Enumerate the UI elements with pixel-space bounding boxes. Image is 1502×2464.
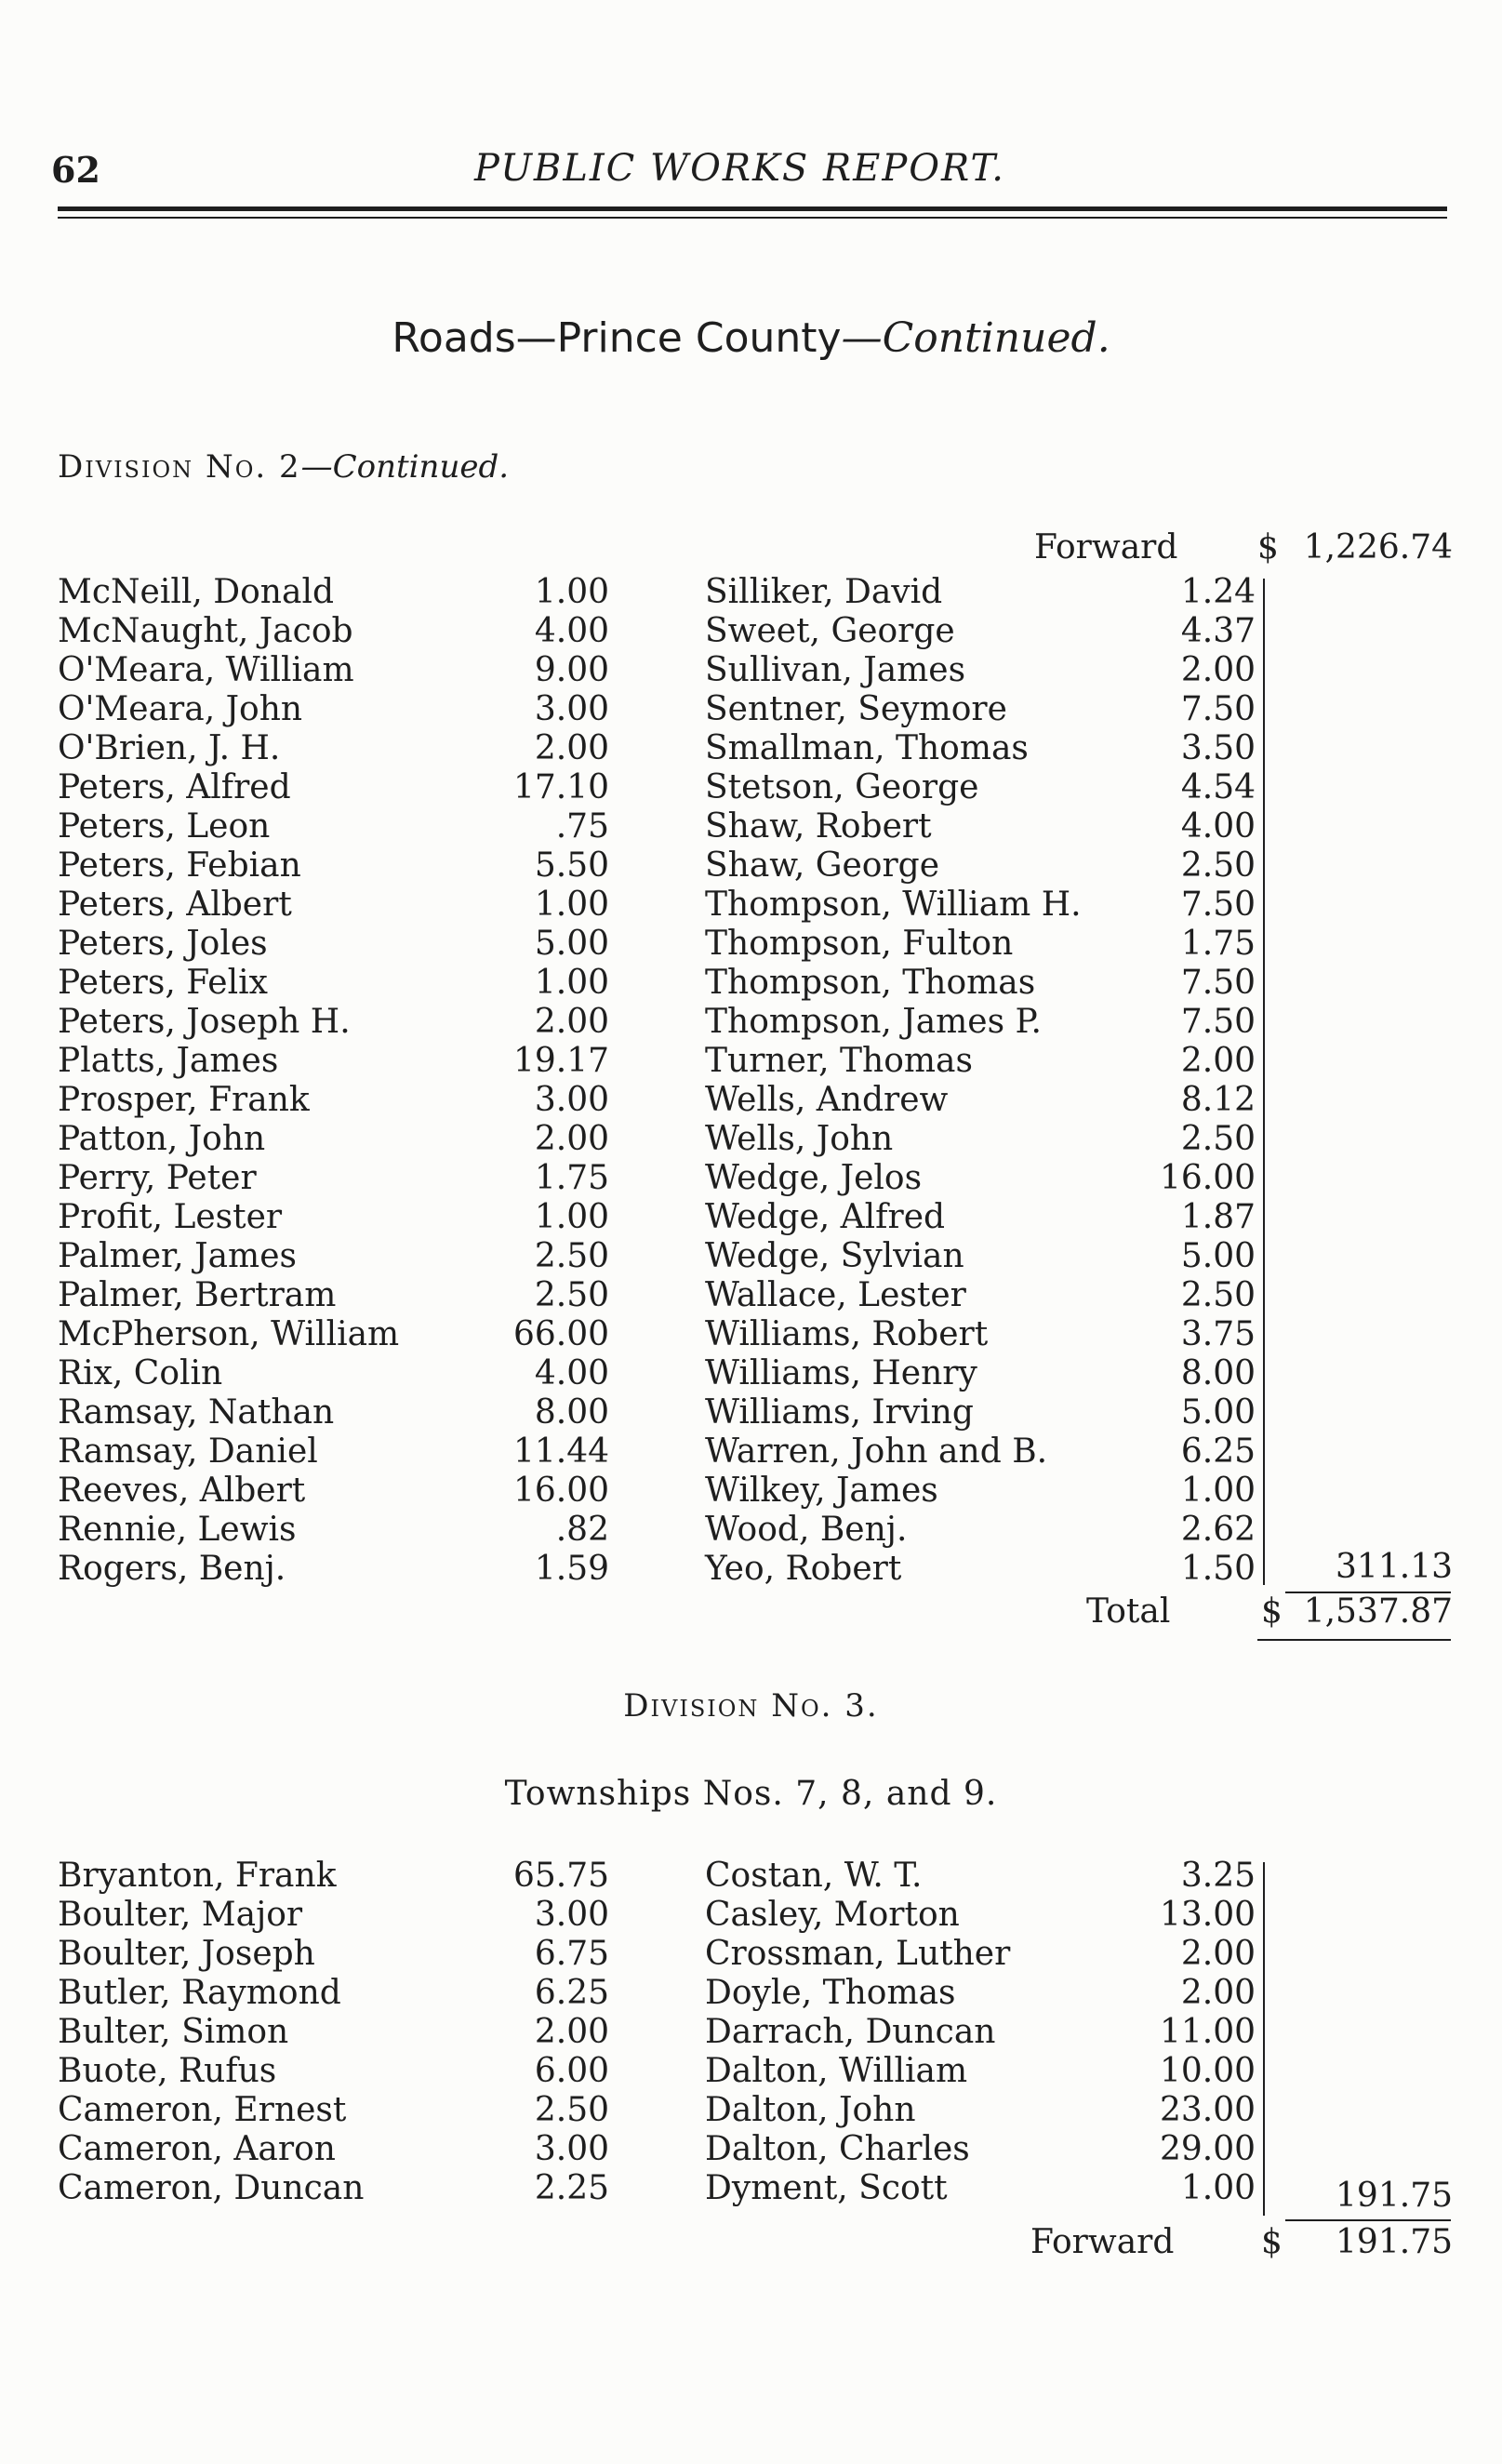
ledger-left-name: Peters, Leon xyxy=(58,807,271,846)
ledger-right-name: Costan, W. T. xyxy=(705,1857,923,1895)
ledger-left-name: McPherson, William xyxy=(58,1315,400,1353)
ledger-right-name: Thompson, James P. xyxy=(705,1003,1042,1041)
division-3-forward-amount: 191.75 xyxy=(1336,2223,1453,2261)
section-title xyxy=(0,314,1502,362)
ledger-right-name: Wilkey, James xyxy=(705,1472,938,1510)
division-2-forward-amount: 1,226.74 xyxy=(1303,528,1453,566)
ledger-right-name: Thompson, Fulton xyxy=(705,925,1014,963)
ledger-left-amount: 3.00 xyxy=(534,1081,609,1119)
page-number: 62 xyxy=(51,149,100,191)
division-3-column-rule xyxy=(1263,1862,1265,2216)
ledger-left-name: Bryanton, Frank xyxy=(58,1857,337,1895)
ledger-right-amount: 29.00 xyxy=(1159,2130,1256,2168)
ledger-right-amount: 2.00 xyxy=(1180,651,1256,689)
section-title-continued: —Continued. xyxy=(841,314,1110,362)
ledger-right-name: Shaw, Robert xyxy=(705,807,932,846)
ledger-left-name: Prosper, Frank xyxy=(58,1081,310,1119)
header-rule-thin xyxy=(58,217,1447,219)
ledger-left-amount: 3.00 xyxy=(534,690,609,728)
ledger-left-name: O'Meara, William xyxy=(58,651,354,689)
ledger-right-amount: 5.00 xyxy=(1180,1237,1256,1275)
division-2-heading xyxy=(58,448,509,486)
ledger-right-name: Wells, John xyxy=(705,1120,894,1158)
ledger-right-name: Williams, Irving xyxy=(705,1393,974,1432)
ledger-left-name: Cameron, Ernest xyxy=(58,2091,347,2129)
ledger-right-amount: 1.00 xyxy=(1180,1472,1256,1510)
ledger-left-name: Cameron, Duncan xyxy=(58,2169,365,2207)
ledger-right-amount: 11.00 xyxy=(1159,2013,1256,2051)
ledger-right-amount: 4.54 xyxy=(1180,768,1256,806)
ledger-right-amount: 3.25 xyxy=(1180,1857,1256,1895)
ledger-left-amount: 3.00 xyxy=(534,1896,609,1934)
division-3-forward-label: Forward xyxy=(1030,2223,1175,2261)
ledger-right-name: Silliker, David xyxy=(705,573,943,611)
ledger-right-amount: 2.62 xyxy=(1180,1511,1256,1549)
ledger-right-name: Sentner, Seymore xyxy=(705,690,1007,728)
ledger-right-name: Williams, Robert xyxy=(705,1315,989,1353)
ledger-right-name: Shaw, George xyxy=(705,846,940,885)
ledger-left-amount: 4.00 xyxy=(534,1354,609,1392)
ledger-right-name: Turner, Thomas xyxy=(705,1042,973,1080)
ledger-right-amount: 5.00 xyxy=(1180,1393,1256,1432)
header-rule-thick xyxy=(58,206,1447,211)
ledger-left-name: Profit, Lester xyxy=(58,1198,283,1236)
ledger-right-amount: 2.00 xyxy=(1180,1935,1256,1973)
ledger-right-name: Dyment, Scott xyxy=(705,2169,948,2207)
ledger-left-name: Buote, Rufus xyxy=(58,2052,277,2090)
division-2-heading-text: Division No. 2 xyxy=(58,448,301,486)
ledger-right-amount: 8.00 xyxy=(1180,1354,1256,1392)
ledger-left-amount: 16.00 xyxy=(512,1472,609,1510)
ledger-left-amount: 1.00 xyxy=(534,886,609,924)
ledger-right-name: Yeo, Robert xyxy=(705,1550,902,1588)
ledger-left-name: Platts, James xyxy=(58,1042,279,1080)
division-2-total-currency: $ xyxy=(1261,1592,1283,1631)
ledger-right-name: Thompson, Thomas xyxy=(705,964,1036,1002)
ledger-right-amount: 7.50 xyxy=(1180,886,1256,924)
ledger-right-name: Wedge, Alfred xyxy=(705,1198,946,1236)
ledger-left-amount: .75 xyxy=(555,807,609,846)
ledger-right-name: Sweet, George xyxy=(705,612,955,650)
division-3-heading: Division No. 3. xyxy=(623,1687,879,1725)
ledger-left-amount: 2.00 xyxy=(534,1003,609,1041)
ledger-right-name: Dalton, William xyxy=(705,2052,968,2090)
division-2-total-label: Total xyxy=(1086,1592,1171,1631)
division-2-heading-continued: —Continued. xyxy=(300,448,510,486)
ledger-right-name: Sullivan, James xyxy=(705,651,966,689)
ledger-right-amount: 1.00 xyxy=(1180,2169,1256,2207)
ledger-left-amount: 9.00 xyxy=(534,651,609,689)
division-2-forward-currency: $ xyxy=(1257,528,1279,566)
ledger-right-name: Wedge, Jelos xyxy=(705,1159,923,1197)
ledger-left-name: Boulter, Joseph xyxy=(58,1935,315,1973)
ledger-left-name: Peters, Joseph H. xyxy=(58,1003,351,1041)
ledger-right-name: Crossman, Luther xyxy=(705,1935,1011,1973)
ledger-left-amount: 2.50 xyxy=(534,1276,609,1314)
ledger-left-amount: 6.25 xyxy=(534,1974,609,2012)
ledger-left-name: Perry, Peter xyxy=(58,1159,257,1197)
ledger-left-amount: 2.25 xyxy=(534,2169,609,2207)
ledger-right-name: Dalton, John xyxy=(705,2091,916,2129)
ledger-right-name: Stetson, George xyxy=(705,768,979,806)
ledger-right-amount: 1.24 xyxy=(1180,573,1256,611)
ledger-right-amount: 1.50 xyxy=(1180,1550,1256,1588)
ledger-right-amount: 6.25 xyxy=(1180,1432,1256,1471)
ledger-right-amount: 4.00 xyxy=(1180,807,1256,846)
ledger-left-amount: 11.44 xyxy=(512,1432,609,1471)
ledger-left-name: Reeves, Albert xyxy=(58,1472,306,1510)
ledger-left-amount: 5.00 xyxy=(534,925,609,963)
ledger-left-amount: 6.00 xyxy=(534,2052,609,2090)
division-3-forward-currency: $ xyxy=(1261,2223,1283,2261)
division-3-subtotal-rule xyxy=(1285,2219,1451,2221)
ledger-right-amount: 1.87 xyxy=(1180,1198,1256,1236)
ledger-left-name: McNeill, Donald xyxy=(58,573,334,611)
division-2-forward-label: Forward xyxy=(1034,528,1178,566)
ledger-right-name: Smallman, Thomas xyxy=(705,729,1029,767)
ledger-left-amount: 65.75 xyxy=(512,1857,609,1895)
ledger-right-name: Wedge, Sylvian xyxy=(705,1237,964,1275)
ledger-left-amount: 66.00 xyxy=(512,1315,609,1353)
ledger-right-amount: 10.00 xyxy=(1159,2052,1256,2090)
ledger-left-amount: 3.00 xyxy=(534,2130,609,2168)
ledger-left-amount: 4.00 xyxy=(534,612,609,650)
ledger-left-amount: 1.00 xyxy=(534,573,609,611)
ledger-left-name: Butler, Raymond xyxy=(58,1974,341,2012)
ledger-left-amount: 5.50 xyxy=(534,846,609,885)
ledger-left-name: Peters, Joles xyxy=(58,925,268,963)
ledger-right-amount: 7.50 xyxy=(1180,964,1256,1002)
ledger-left-amount: 8.00 xyxy=(534,1393,609,1432)
ledger-right-amount: 16.00 xyxy=(1159,1159,1256,1197)
ledger-right-amount: 7.50 xyxy=(1180,690,1256,728)
ledger-left-amount: 19.17 xyxy=(512,1042,609,1080)
ledger-right-name: Warren, John and B. xyxy=(705,1432,1048,1471)
ledger-left-name: Palmer, James xyxy=(58,1237,297,1275)
ledger-right-name: Williams, Henry xyxy=(705,1354,977,1392)
ledger-right-amount: 2.00 xyxy=(1180,1042,1256,1080)
ledger-right-name: Wood, Benj. xyxy=(705,1511,908,1549)
ledger-right-name: Wallace, Lester xyxy=(705,1276,966,1314)
ledger-left-amount: 2.00 xyxy=(534,2013,609,2051)
ledger-left-amount: 6.75 xyxy=(534,1935,609,1973)
ledger-right-amount: 23.00 xyxy=(1159,2091,1256,2129)
ledger-left-amount: 1.59 xyxy=(534,1550,609,1588)
running-head: PUBLIC WORKS REPORT. xyxy=(474,147,1005,190)
ledger-left-name: Ramsay, Daniel xyxy=(58,1432,318,1471)
ledger-right-name: Doyle, Thomas xyxy=(705,1974,956,2012)
ledger-left-amount: 1.75 xyxy=(534,1159,609,1197)
ledger-right-amount: 3.75 xyxy=(1180,1315,1256,1353)
section-title-text: Roads—Prince County xyxy=(392,314,842,362)
division-2-subtotal: 311.13 xyxy=(1336,1548,1453,1586)
ledger-left-name: Rennie, Lewis xyxy=(58,1511,297,1549)
division-2-column-rule xyxy=(1263,579,1265,1585)
ledger-right-amount: 13.00 xyxy=(1159,1896,1256,1934)
ledger-left-name: Rix, Colin xyxy=(58,1354,223,1392)
ledger-right-amount: 2.50 xyxy=(1180,1120,1256,1158)
ledger-right-amount: 7.50 xyxy=(1180,1003,1256,1041)
ledger-left-amount: 1.00 xyxy=(534,964,609,1002)
ledger-right-name: Casley, Morton xyxy=(705,1896,960,1934)
ledger-left-name: Palmer, Bertram xyxy=(58,1276,337,1314)
ledger-right-amount: 4.37 xyxy=(1180,612,1256,650)
ledger-left-amount: 17.10 xyxy=(512,768,609,806)
ledger-left-amount: 1.00 xyxy=(534,1198,609,1236)
ledger-right-amount: 1.75 xyxy=(1180,925,1256,963)
ledger-right-name: Wells, Andrew xyxy=(705,1081,949,1119)
ledger-left-name: Rogers, Benj. xyxy=(58,1550,286,1588)
ledger-right-amount: 3.50 xyxy=(1180,729,1256,767)
ledger-left-name: Bulter, Simon xyxy=(58,2013,289,2051)
ledger-left-name: Ramsay, Nathan xyxy=(58,1393,335,1432)
ledger-left-name: Peters, Alfred xyxy=(58,768,291,806)
ledger-left-amount: .82 xyxy=(555,1511,609,1549)
ledger-right-name: Darrach, Duncan xyxy=(705,2013,996,2051)
ledger-left-name: Peters, Febian xyxy=(58,846,301,885)
ledger-left-name: O'Meara, John xyxy=(58,690,303,728)
ledger-left-name: Peters, Felix xyxy=(58,964,268,1002)
ledger-left-name: Boulter, Major xyxy=(58,1896,303,1934)
ledger-left-amount: 2.50 xyxy=(534,2091,609,2129)
ledger-right-amount: 8.12 xyxy=(1180,1081,1256,1119)
division-2-total-rule xyxy=(1257,1639,1451,1641)
ledger-right-amount: 2.50 xyxy=(1180,1276,1256,1314)
ledger-right-amount: 2.50 xyxy=(1180,846,1256,885)
ledger-left-name: Peters, Albert xyxy=(58,886,292,924)
ledger-left-name: Cameron, Aaron xyxy=(58,2130,336,2168)
ledger-right-name: Thompson, William H. xyxy=(705,886,1082,924)
ledger-left-name: McNaught, Jacob xyxy=(58,612,353,650)
ledger-left-amount: 2.00 xyxy=(534,729,609,767)
division-2-total-amount: 1,537.87 xyxy=(1303,1592,1453,1631)
ledger-left-amount: 2.50 xyxy=(534,1237,609,1275)
division-3-subtotal: 191.75 xyxy=(1336,2177,1453,2215)
ledger-right-name: Dalton, Charles xyxy=(705,2130,970,2168)
ledger-left-name: O'Brien, J. H. xyxy=(58,729,281,767)
ledger-left-name: Patton, John xyxy=(58,1120,266,1158)
ledger-left-amount: 2.00 xyxy=(534,1120,609,1158)
division-3-subheading: Townships Nos. 7, 8, and 9. xyxy=(504,1775,998,1813)
ledger-right-amount: 2.00 xyxy=(1180,1974,1256,2012)
